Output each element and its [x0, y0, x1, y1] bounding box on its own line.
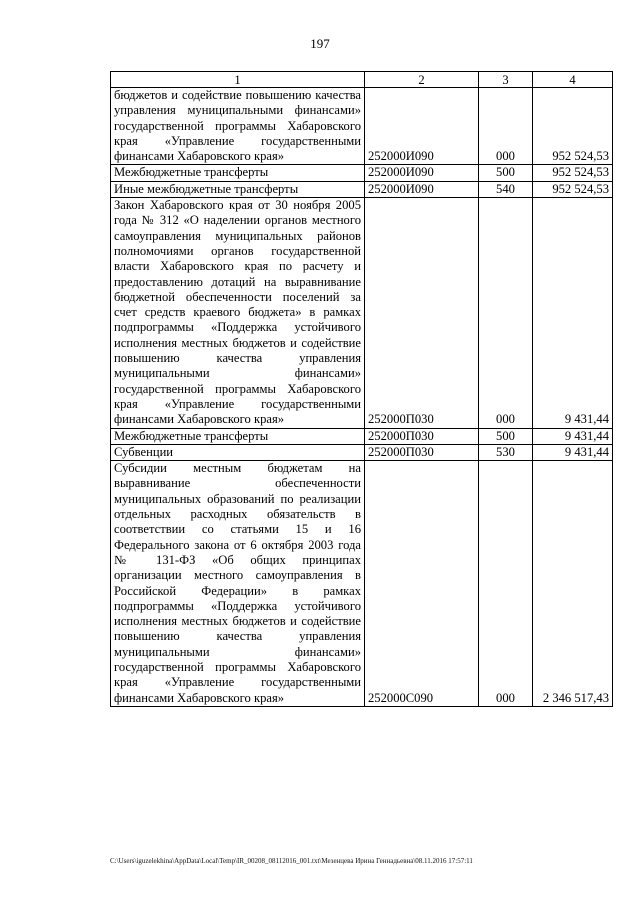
row-name: Межбюджетные трансферты: [111, 165, 365, 181]
table-row: [111, 165, 613, 181]
column-header-code: 2: [365, 72, 479, 88]
row-expense-type: 540: [479, 181, 533, 197]
table-row: [111, 461, 613, 707]
table-row: [111, 444, 613, 460]
row-expense-type: 000: [479, 88, 533, 165]
file-path-footer: C:\Users\iguzelekhina\AppData\Local\Temp\IR_00208_08112016_001.txt\Мезенцева Ирина Геннадьевна\08.11.2016 17:57:11: [110, 857, 473, 865]
table-row: [111, 88, 613, 165]
row-amount: 9 431,44: [533, 444, 613, 460]
row-amount: 952 524,53: [533, 165, 613, 181]
table-row: [111, 198, 613, 428]
budget-table: [110, 71, 613, 707]
row-amount: 9 431,44: [533, 198, 613, 428]
row-code: 252000С090: [365, 461, 479, 707]
row-code: 252000П030: [365, 444, 479, 460]
page-number: 197: [310, 36, 330, 51]
row-code: 252000П030: [365, 198, 479, 428]
row-code: 252000П030: [365, 428, 479, 444]
row-expense-type: 500: [479, 165, 533, 181]
row-expense-type: 500: [479, 428, 533, 444]
row-name: Закон Хабаровского края от 30 ноября 2005 года № 312 «О наделении органов местного самоуправления муниципальных районов полномочиями органов государственной власти Хабаровского края по расчету и предоставлению дотаций на выравнивание бюджетной обеспеченности поселений за счет средств краевого бюджета» в рамках подпрограммы «Поддержка устойчивого исполнения местных бюджетов и содействие повышению качества управления муниципальными финансами» государственной программы Хабаровского края «Управление государственными финансами Хабаровского края»: [111, 198, 365, 428]
table-row: [111, 181, 613, 197]
column-header-name: 1: [111, 72, 365, 88]
row-amount: 9 431,44: [533, 428, 613, 444]
row-amount: 952 524,53: [533, 181, 613, 197]
row-name: Субвенции: [111, 444, 365, 460]
row-name: бюджетов и содействие повышению качества управления муниципальными финансами» государственной программы Хабаровского края «Управление государственными финансами Хабаровского края»: [111, 88, 365, 165]
row-code: 252000И090: [365, 88, 479, 165]
table-row: [111, 428, 613, 444]
row-name: Субсидии местным бюджетам на выравнивание обеспеченности муниципальных образований по реализации отдельных расходных обязательств в соответствии со статьями 15 и 16 Федерального закона от 6 октября 2003 года № 131-ФЗ «Об общих принципах организации местного самоуправления в Российской Федерации» в рамках подпрограммы «Поддержка устойчивого исполнения местных бюджетов и содействие повышению качества управления муниципальными финансами» государственной программы Хабаровского края «Управление государственными финансами Хабаровского края»: [111, 461, 365, 707]
row-expense-type: 000: [479, 461, 533, 707]
row-name: Межбюджетные трансферты: [111, 428, 365, 444]
row-expense-type: 530: [479, 444, 533, 460]
column-header-amount: 4: [533, 72, 613, 88]
row-expense-type: 000: [479, 198, 533, 428]
column-header-expense-type: 3: [479, 72, 533, 88]
row-amount: 2 346 517,43: [533, 461, 613, 707]
row-name: Иные межбюджетные трансферты: [111, 181, 365, 197]
row-code: 252000И090: [365, 165, 479, 181]
row-code: 252000И090: [365, 181, 479, 197]
table-header-row: [111, 72, 613, 88]
row-amount: 952 524,53: [533, 88, 613, 165]
